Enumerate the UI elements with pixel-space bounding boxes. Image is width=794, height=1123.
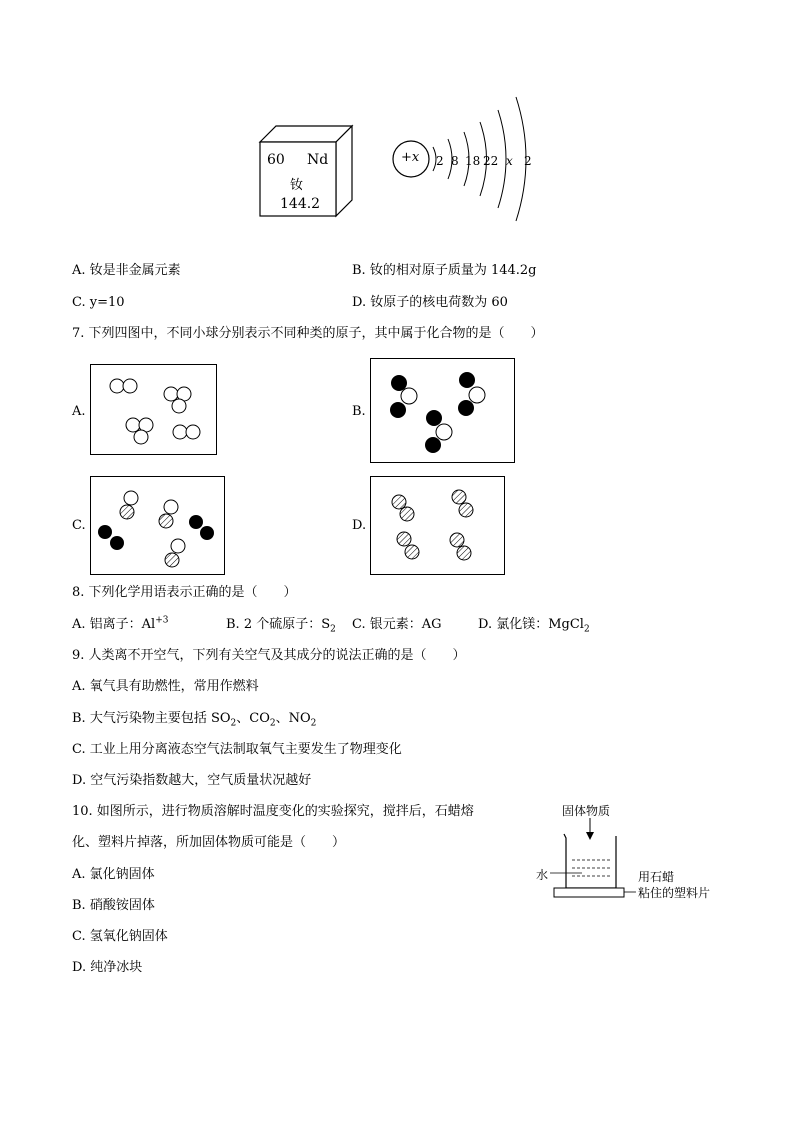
q7-option-c-box[interactable] — [90, 476, 226, 576]
q8-option-d-sub: 2 — [583, 624, 590, 635]
q8-stem: 8. 下列化学用语表示正确的是（ ） — [72, 585, 297, 600]
q6-option-a[interactable]: A. 钕是非金属元素 — [72, 263, 181, 278]
q9-b-text2: 、CO — [236, 711, 270, 726]
q8-option-a-charge: +3 — [155, 615, 169, 626]
q7-label-a[interactable]: A. — [72, 404, 86, 419]
q9-b-sub2: 2 — [269, 718, 276, 729]
q7-option-d-box[interactable] — [370, 476, 506, 576]
q6-option-d[interactable]: D. 钕原子的核电荷数为 60 — [352, 295, 508, 310]
fig-label-wax-2: 粘住的塑料片 — [638, 886, 711, 900]
shell-count-6: 2 — [524, 154, 532, 168]
q8-option-b-text: B. 2 个硫原子：S — [226, 617, 331, 632]
shell-count-3: 18 — [465, 154, 481, 168]
q8-option-a-text: A. 铝离子：Al — [72, 617, 156, 632]
q10-option-b[interactable]: B. 硝酸铵固体 — [72, 898, 155, 913]
q8-option-d-text: D. 氯化镁：MgCl — [478, 617, 584, 632]
q10-stem-line1: 10. 如图所示，进行物质溶解时温度变化的实验探究，搅拌后，石蜡熔 — [72, 804, 474, 819]
fig-label-water: 水 — [536, 868, 549, 882]
q10-option-d[interactable]: D. 纯净冰块 — [72, 960, 143, 975]
q7-option-b-box[interactable] — [370, 358, 516, 464]
fig-label-wax-1: 用石蜡 — [638, 870, 675, 884]
q7-option-a-box[interactable] — [90, 364, 218, 456]
element-number: 60 — [267, 152, 285, 168]
q7-label-c[interactable]: C. — [72, 518, 86, 533]
q8-option-b-sub: 2 — [330, 624, 336, 635]
q8-option-b[interactable] — [226, 616, 336, 634]
q9-b-sub1: 2 — [230, 718, 237, 729]
q7-stem: 7. 下列四图中，不同小球分别表示不同种类的原子，其中属于化合物的是（ ） — [72, 326, 544, 341]
q9-option-c[interactable]: C. 工业上用分离液态空气法制取氧气主要发生了物理变化 — [72, 742, 402, 757]
q9-b-text3: 、NO — [275, 711, 311, 726]
element-name: 钕 — [290, 178, 304, 193]
q9-stem: 9. 人类离不开空气，下列有关空气及其成分的说法正确的是（ ） — [72, 648, 466, 663]
q7-label-d[interactable]: D. — [352, 518, 367, 533]
shell-count-1: 2 — [436, 154, 444, 168]
q10-option-a[interactable]: A. 氯化钠固体 — [72, 867, 155, 882]
atom-nucleus-label: +x — [401, 150, 420, 165]
fig-label-solid: 固体物质 — [562, 804, 611, 818]
shell-count-5: x — [506, 154, 513, 168]
q6-option-b[interactable]: B. 钕的相对原子质量为 144.2g — [352, 263, 537, 278]
q9-option-a[interactable]: A. 氧气具有助燃性，常用作燃料 — [72, 679, 259, 694]
q7-label-b[interactable]: B. — [352, 404, 366, 419]
q9-b-sub3: 2 — [310, 718, 317, 729]
q9-option-d[interactable]: D. 空气污染指数越大，空气质量状况越好 — [72, 773, 312, 788]
shell-count-2: 8 — [451, 154, 459, 168]
element-symbol: Nd — [307, 152, 329, 168]
element-mass: 144.2 — [280, 196, 321, 212]
q10-stem-line2: 化、塑料片掉落，所加固体物质可能是（ ） — [72, 835, 346, 850]
q8-option-a[interactable] — [72, 616, 168, 634]
q8-option-c[interactable]: C. 银元素：AG — [352, 617, 442, 632]
q6-option-c[interactable]: C. y=10 — [72, 295, 125, 310]
shell-count-4: 22 — [483, 154, 499, 168]
q9-b-text1: B. 大气污染物主要包括 SO — [72, 711, 231, 726]
q9-option-b[interactable] — [72, 710, 316, 728]
q10-option-c[interactable]: C. 氢氧化钠固体 — [72, 929, 168, 944]
q8-option-d[interactable] — [478, 616, 590, 634]
